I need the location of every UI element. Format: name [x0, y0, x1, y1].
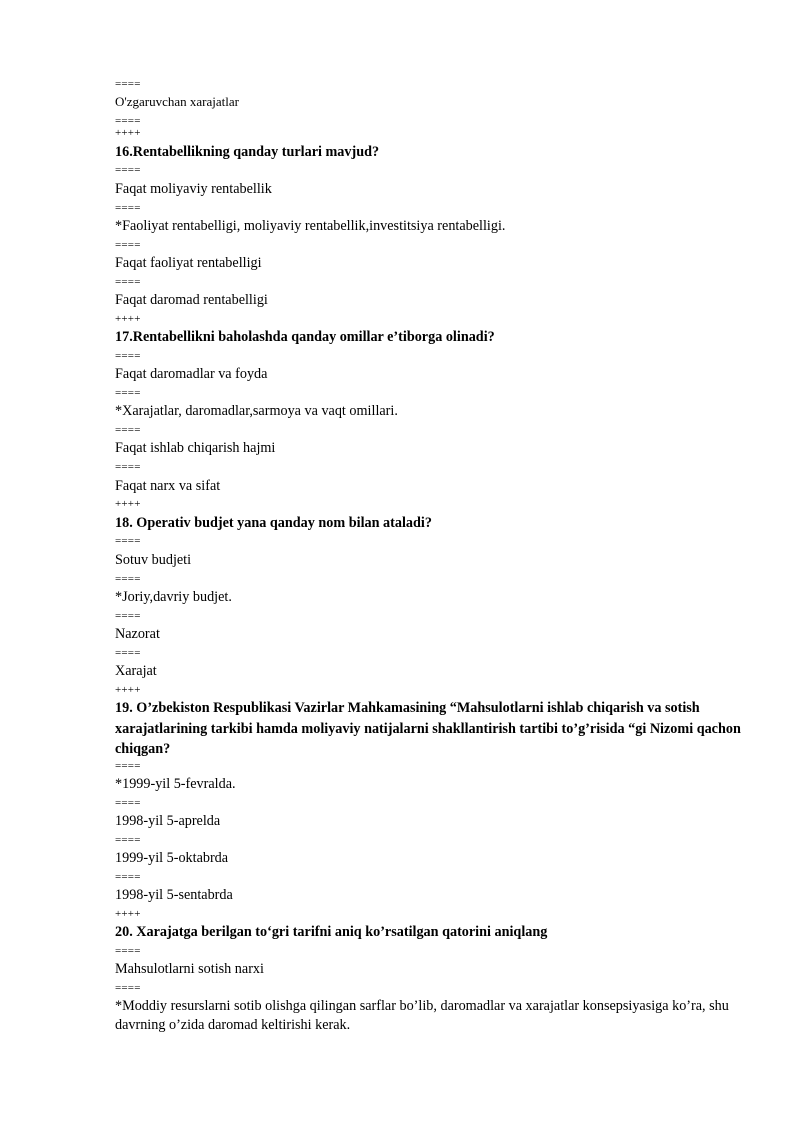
- answer-option: Nazorat: [115, 625, 160, 642]
- separator-line: ====: [115, 609, 141, 622]
- separator-line: ====: [115, 164, 141, 177]
- separator-line: ++++: [115, 683, 141, 696]
- question-heading: 20. Xarajatga berilgan to‘gri tarifni aniq ko’rsatilgan qatorini aniqlang: [115, 924, 548, 941]
- separator-line: ====: [115, 201, 141, 214]
- answer-option: Faqat narx va sifat: [115, 477, 221, 494]
- answer-option: Faqat moliyaviy rentabellik: [115, 180, 272, 197]
- separator-line: ====: [115, 945, 141, 958]
- answer-option: *Xarajatlar, daromadlar,sarmoya va vaqt omillari.: [115, 403, 398, 420]
- separator-line: ====: [115, 759, 141, 772]
- answer-option: 1998-yil 5-sentabrda: [115, 887, 233, 904]
- question-heading: 17.Rentabellikni baholashda qanday omillar e’tiborga olinadi?: [115, 329, 495, 346]
- separator-line: ====: [115, 870, 141, 883]
- answer-option: Sotuv budjeti: [115, 551, 192, 568]
- separator-line: ====: [115, 461, 141, 474]
- separator-line: ====: [115, 349, 141, 362]
- separator-line: ====: [115, 982, 141, 995]
- separator-line: ====: [115, 275, 141, 288]
- separator-line: ====: [115, 833, 141, 846]
- document-page: [115, 78, 755, 1035]
- separator-line: ====: [115, 535, 141, 548]
- question-heading: 19. O’zbekiston Respublikasi Vazirlar Mahkamasining “Mahsulotlarni ishlab chiqarish va sotish xarajatlarining tarkibi hamda moliyaviy natijalarni shakllantirish tartibi to’g’risida “gi Nizomi qachon chiqgan?: [115, 700, 741, 758]
- answer-option: Faqat daromadlar va foyda: [115, 366, 268, 383]
- separator-line: ++++: [115, 907, 141, 920]
- separator-line: ====: [115, 387, 141, 400]
- separator-line: ====: [115, 238, 141, 251]
- answer-option: 1998-yil 5-aprelda: [115, 812, 221, 829]
- answer-option: Faqat faoliyat rentabelligi: [115, 254, 262, 271]
- answer-option: Faqat daromad rentabelligi: [115, 292, 268, 309]
- separator-line: ====: [115, 78, 141, 90]
- separator-line: ====: [115, 796, 141, 809]
- separator-line: ====: [115, 115, 141, 128]
- separator-line: ++++: [115, 312, 141, 325]
- answer-option: *1999-yil 5-fevralda.: [115, 775, 236, 792]
- answer-option: Xarajat: [115, 663, 157, 679]
- separator-line: ====: [115, 424, 141, 437]
- answer-option: 1999-yil 5-oktabrda: [115, 850, 229, 867]
- answer-option: *Joriy,davriy budjet.: [115, 588, 232, 605]
- separator-line: ++++: [115, 127, 141, 140]
- answer-option: Faqat ishlab chiqarish hajmi: [115, 440, 276, 457]
- answer-option: *Moddiy resurslarni sotib olishga qilingan sarflar bo’lib, daromadlar va xarajatlar konsepsiyasiga ko’ra, shu davrning o’zida daromad keltirishi kerak.: [115, 998, 729, 1034]
- separator-line: ====: [115, 646, 141, 659]
- question-heading: 18. Operativ budjet yana qanday nom bilan ataladi?: [115, 514, 432, 531]
- separator-line: ++++: [115, 498, 141, 511]
- answer-option: *Faoliyat rentabelligi, moliyaviy rentabellik,investitsiya rentabelligi.: [115, 217, 506, 234]
- separator-line: ====: [115, 572, 141, 585]
- answer-option: Mahsulotlarni sotish narxi: [115, 961, 264, 978]
- answer-option: O'zgaruvchan xarajatlar: [115, 94, 239, 110]
- question-heading: 16.Rentabellikning qanday turlari mavjud?: [115, 143, 380, 160]
